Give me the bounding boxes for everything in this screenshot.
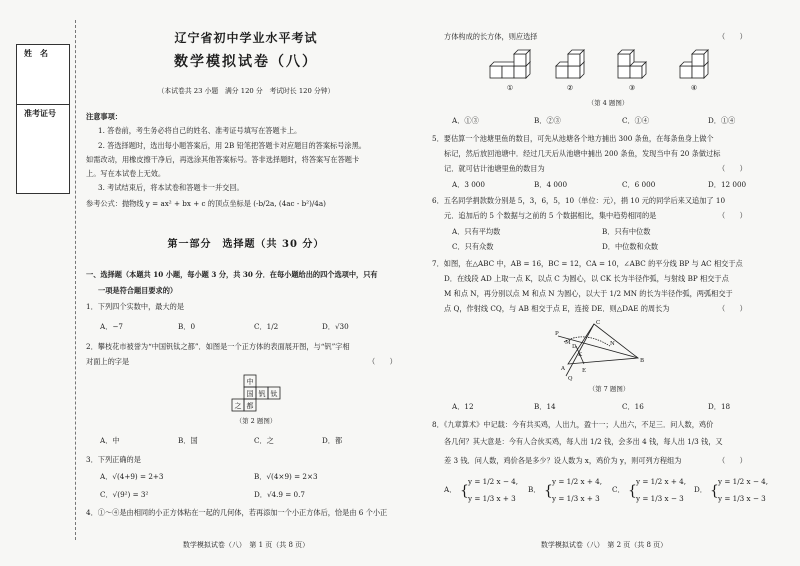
- brace-icon: {: [710, 483, 719, 499]
- page-2: 方体构成的长方体，则应选择 （ ） ① ② ③ ④ （第 4 题图） A．①③ B．②③ C．①④ D．①④ 5．要估算一个池塘里鱼的数目，可先从池塘各个地方捕出 300 条鱼，在每条鱼身上做个 标记，然后放回池塘中．经过几天后从池塘中捕出 200 条鱼，发现当中有 20 条做过标 记．就可估计池塘里鱼的数目为 （ ） A．3 000 B．4 000 C．6 000 D．12 000 6．五名同学捐款数分别是 5，3，6，5，10（单位：元），捐 10 元的同学后来又追加了 10 元．追加后的 5 个数据与之前的 5 个数据相比，集中趋势相同的是 （ ） A．只有平均数 B．只有中位数 C．只有众数 D．中位数和众数 7．如图，在△ABC 中，AB = 16，BC = 12，CA = 10，∠ABC 的平分线 BP 与 AC 相交于点 D．在线段 AD 上取一点 K，以点 C 为圆心，以 CK 长为半径作弧，与射线 BP 相交于点 M 和点 N，再分别以点 M 和点 N 为圆心，以大于 1/2 MN 的长为半径作弧，两弧相交于 点 Q，作射线 CQ，与 AB 相交于点 E，连接 DE．则△DAE 的周长为 （ ） P C M N D Q E A K B （第 7 题图） A．12 B．14 C．16 D．18 8．《九章算术》中记载：今有共买鸡，人出九，盈十一；人出六，不足三．问人数，鸡价 各几何？其大意是：今有人合伙买鸡，每人出 1/2 钱，会多出 4 钱，每人出 1/3 钱，又 差 3 钱．问人数，鸡价各是多少？设人数为 x，鸡价为 y，则可列方程组为 （ ） A． { y = 1/2 x − 4, y = 1/3 x + 3 B． { y = 1/2 x + 4, y = 1/3 x + 3 C． { y = 1/2 x + 4, y = 1/3 x − 3 D． { y = 1/2 x − 4, y = 1/3 x − 3 数学模拟试卷（八） 第 2 页（共 8 页）: [418, 0, 790, 566]
- exam-title: 辽宁省初中学业水平考试: [174, 31, 318, 45]
- net-label-3: 钒: [258, 390, 266, 398]
- q7-triangle-figure: [554, 318, 654, 382]
- note-3: 3. 考试结束后，将本试卷和答题卡一并交回。: [98, 183, 244, 192]
- net-label-4: 钛: [270, 390, 278, 398]
- q3-option-c: C．√(9²) = 3²: [100, 490, 149, 499]
- q1-stem: 1．下列四个实数中，最大的是: [86, 302, 185, 311]
- q6-option-b: B．只有中位数: [602, 227, 651, 236]
- q7-answer-paren: （ ）: [718, 304, 747, 313]
- id-label: 准考证号: [24, 109, 56, 118]
- q3-stem: 3．下列正确的是: [86, 455, 141, 464]
- q8-stem-end: 差 3 钱．问人数，鸡价各是多少？设人数为 x，鸡价为 y，则可列方程组为: [444, 456, 682, 465]
- q5-stem-end: 记．就可估计池塘里鱼的数目为: [444, 164, 545, 173]
- brace-icon: {: [544, 483, 553, 499]
- q7-stem-cont-3: 点 Q，作射线 CQ，与 AB 相交于点 E，连接 DE．则△DAE 的周长为: [444, 304, 670, 313]
- q4-figure-2: [556, 50, 584, 78]
- q5-stem: 5．要估算一个池塘里鱼的数目，可先从池塘各个地方捕出 300 条鱼，在每条鱼身上做个: [432, 134, 714, 143]
- q7-caption: （第 7 题图）: [588, 385, 630, 393]
- q4-figure-4: [680, 50, 708, 78]
- q6-stem: 6．五名同学捐款数分别是 5，3，6，5，10（单位：元），捐 10 元的同学后来又追加了 10: [432, 196, 726, 205]
- q2-stem: 2．攀枝花市被誉为“中国钒钛之都”．如图是一个正方体的表面展开图，与“钒”字相: [86, 342, 350, 351]
- q6-option-a: A．只有平均数: [452, 227, 501, 236]
- triangle-abc: [568, 324, 638, 364]
- note-2-cont: 如需改动，用橡皮擦干净后，再选涂其他答案标号。答非选择题时，将答案写在答题卡: [86, 155, 360, 164]
- q5-answer-paren: （ ）: [718, 164, 747, 173]
- fig-label-a: A: [561, 366, 565, 372]
- ray-cq: [566, 324, 594, 376]
- q4-stem: 4．①～④是由相同的小正方体粘在一起的几何体，若再添加一个小正方体后，恰是由 6 个小正: [86, 508, 388, 517]
- fig-label-c: C: [596, 320, 601, 326]
- brace-icon: {: [628, 483, 637, 499]
- q6-option-c: C．只有众数: [452, 242, 494, 251]
- q4-option-a: A．①③: [452, 116, 479, 125]
- q4-cube-figures: [484, 48, 744, 94]
- q4-option-d: D．①④: [708, 116, 736, 125]
- q5-option-a: A．3 000: [452, 180, 485, 189]
- q4-figure-3: [618, 50, 646, 78]
- q3-option-b: B．√(4×9) = 2×3: [254, 472, 318, 481]
- q5-stem-cont: 标记，然后放回池塘中．经过几天后从池塘中捕出 200 条鱼，发现当中有 20 条做过标: [444, 149, 721, 158]
- page-1: [86, 0, 406, 566]
- fig-label-e: E: [582, 368, 587, 374]
- section-instructions-cont: 一项是符合题目要求的）: [98, 286, 178, 295]
- net-label-5: 之: [234, 402, 242, 410]
- q4-caption: （第 4 题图）: [587, 99, 629, 107]
- q4-option-b: B．②③: [534, 116, 561, 125]
- fig-label-d: D: [572, 344, 577, 350]
- q4-figure-1: [490, 50, 530, 78]
- q2-option-c: C．之: [254, 436, 274, 445]
- page-2-footer: 数学模拟试卷（八） 第 2 页（共 8 页）: [540, 541, 668, 549]
- q2-answer-paren: （ ）: [368, 357, 397, 366]
- q1-option-a: A．−7: [100, 322, 123, 331]
- net-label-1: 中: [246, 378, 254, 386]
- fig-label-p: P: [555, 331, 559, 337]
- q2-stem-cont: 对面上的字是: [86, 357, 130, 366]
- q4-label-2: ②: [566, 84, 574, 92]
- cut-line: [75, 20, 76, 540]
- q8-answer-paren: （ ）: [718, 456, 747, 465]
- q6-stem-cont: 元．追加后的 5 个数据与之前的 5 个数据相比，集中趋势相同的是: [444, 211, 657, 220]
- q2-caption: （第 2 题图）: [235, 417, 277, 425]
- q1-option-b: B．0: [178, 322, 196, 331]
- q7-stem: 7．如图，在△ABC 中，AB = 16，BC = 12，CA = 10，∠ABC 的平分线 BP 与 AC 相交于点: [432, 259, 743, 268]
- q8-stem: 8．《九章算术》中记载：今有共买鸡，人出九，盈十一；人出六，不足三．问人数，鸡价: [432, 420, 714, 429]
- fig-label-n: N: [610, 341, 615, 347]
- q7-option-b: B．14: [534, 402, 556, 411]
- q7-option-c: C．16: [622, 402, 644, 411]
- paper-title: 数学模拟试卷（八）: [174, 54, 318, 70]
- q8-stem-cont: 各几何？其大意是：今有人合伙买鸡，每人出 1/2 钱，会多出 4 钱，每人出 1/3 钱，又: [444, 437, 723, 446]
- page-1-footer: 数学模拟试卷（八） 第 1 页（共 8 页）: [182, 541, 310, 549]
- q7-stem-cont-1: D．在线段 AD 上取一点 K，以点 C 为圆心，以 CK 长为半径作弧，与射线 BP 相交于点: [444, 274, 729, 283]
- notes-heading: 注意事项：: [86, 112, 122, 121]
- q1-option-d: D．√30: [322, 322, 349, 331]
- q2-cube-net-figure: [226, 374, 282, 412]
- q7-stem-cont-2: M 和点 N，再分别以点 M 和点 N 为圆心，以大于 1/2 MN 的长为半径作弧，两弧相交于: [444, 289, 733, 298]
- reference-formula: 参考公式：抛物线 y = ax² + bx + c 的顶点坐标是 (-b/2a, (4ac - b²)/4a): [86, 199, 326, 208]
- q2-option-a: A．中: [100, 436, 120, 445]
- arc-mn: [564, 337, 610, 346]
- name-blank: [16, 82, 70, 106]
- fig-label-k: K: [578, 352, 583, 358]
- q3-option-d: D．√4.9 = 0.7: [254, 490, 305, 499]
- q4-label-4: ④: [690, 84, 698, 92]
- q2-option-b: B．国: [178, 436, 198, 445]
- q5-option-b: B．4 000: [534, 180, 568, 189]
- net-label-2: 国: [246, 390, 254, 398]
- section-instructions: 一、选择题（本题共 10 小题，每小题 3 分，共 30 分．在每小题给出的四个选项中，只有: [86, 270, 378, 279]
- fig-label-b: B: [640, 358, 645, 364]
- q5-option-c: C．6 000: [622, 180, 656, 189]
- brace-icon: {: [460, 483, 469, 499]
- q4-label-1: ①: [506, 84, 514, 92]
- q5-option-d: D．12 000: [708, 180, 747, 189]
- q6-option-d: D．中位数和众数: [602, 242, 659, 251]
- part-title: 第一部分 选择题（共 30 分）: [167, 239, 325, 250]
- fig-label-q: Q: [568, 376, 573, 382]
- id-field-box: [16, 104, 70, 194]
- net-label-6: 都: [246, 402, 254, 410]
- note-2: 2. 答选择题时，选出每小题答案后，用 2B 铅笔把答题卡对应题目的答案标号涂黑。: [98, 141, 366, 150]
- q7-option-a: A．12: [452, 402, 474, 411]
- q1-option-c: C．1/2: [254, 322, 279, 331]
- name-label: 姓 名: [24, 49, 48, 58]
- q6-answer-paren: （ ）: [718, 211, 747, 220]
- q4-answer-paren: （ ）: [718, 32, 747, 41]
- q2-option-d: D．都: [322, 436, 343, 445]
- note-1: 1. 答卷前，考生务必将自己的姓名、准考证号填写在答题卡上。: [98, 126, 302, 135]
- q3-option-a: A．√(4+9) = 2+3: [100, 472, 164, 481]
- note-2-end: 上。写在本试卷上无效。: [86, 169, 166, 178]
- q4-label-3: ③: [628, 84, 636, 92]
- q4-stem-cont: 方体构成的长方体，则应选择: [444, 32, 538, 41]
- q4-option-c: C．①④: [622, 116, 650, 125]
- q7-option-d: D．18: [708, 402, 731, 411]
- fig-label-m: M: [565, 340, 571, 346]
- binding-strip: [10, 18, 72, 538]
- paper-info: （本试卷共 23 小题 满分 120 分 考试时长 120 分钟）: [157, 87, 335, 95]
